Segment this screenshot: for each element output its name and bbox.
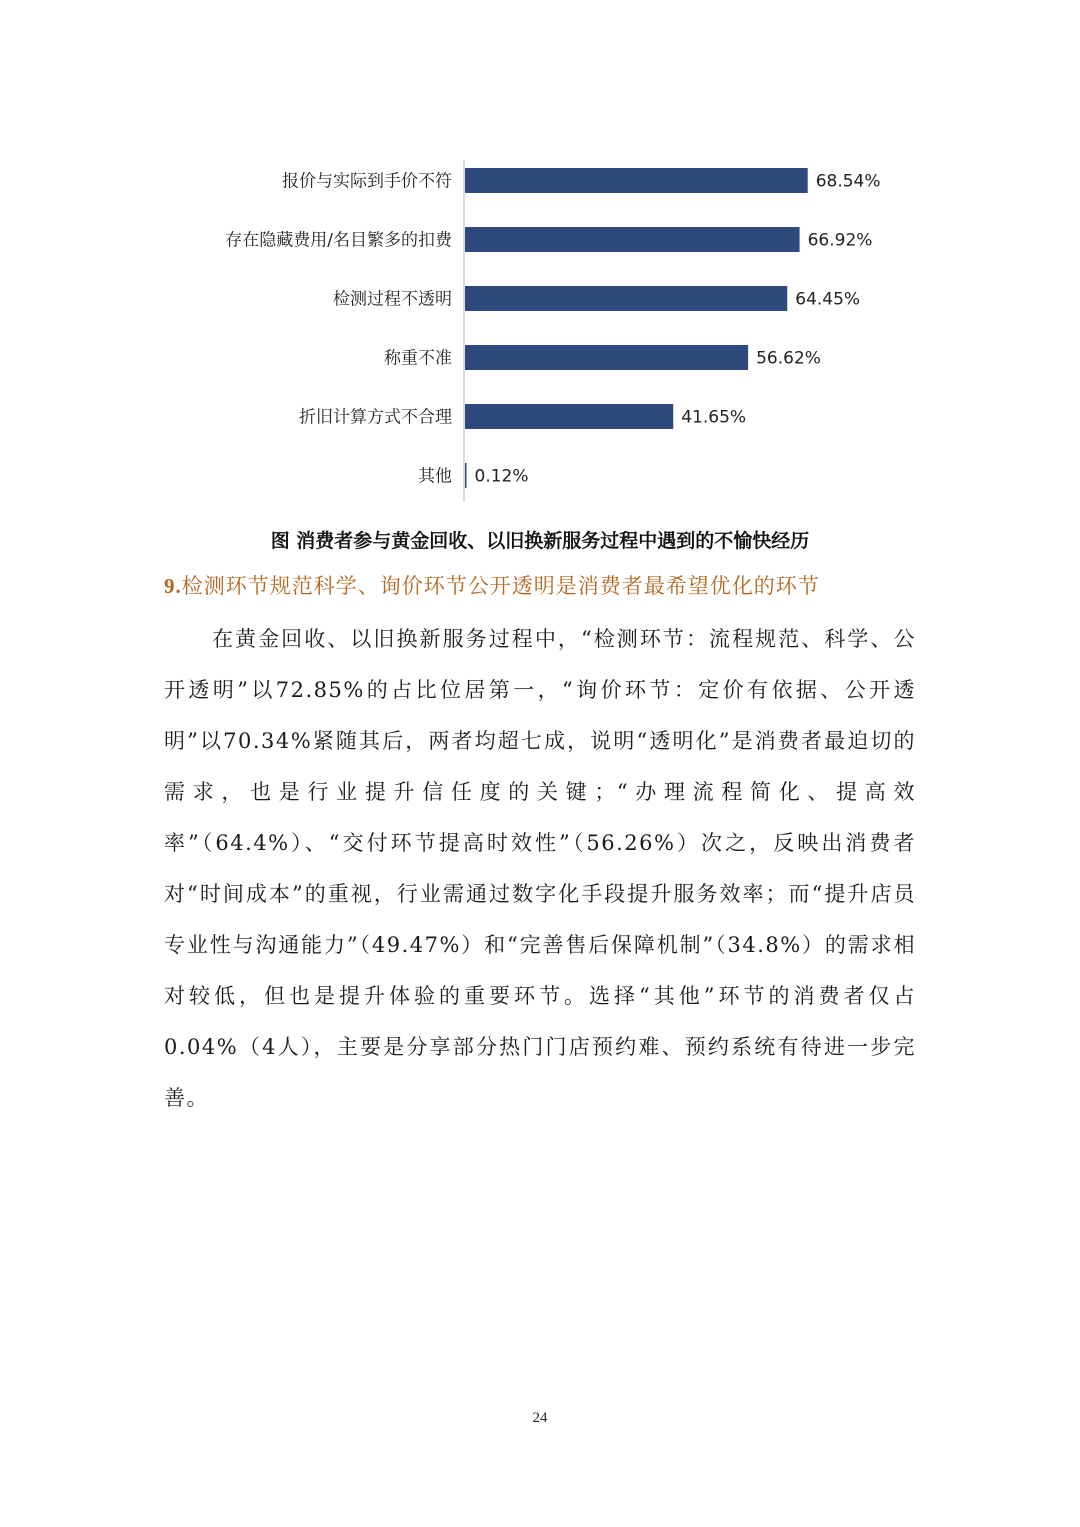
section-number: 9. xyxy=(164,574,182,598)
bar xyxy=(465,168,808,193)
data-label: 64.45% xyxy=(795,289,861,310)
category-label: 检测过程不透明 xyxy=(333,289,452,310)
data-label: 41.65% xyxy=(681,407,747,428)
bar xyxy=(465,286,787,311)
category-label: 折旧计算方式不合理 xyxy=(299,407,452,428)
bar xyxy=(465,404,673,429)
page-number: 24 xyxy=(532,1410,548,1426)
category-label: 存在隐藏费用/名目繁多的扣费 xyxy=(225,230,452,251)
body-paragraph: 在黄金回收、以旧换新服务过程中，“检测环节：流程规范、科学、公开透明”以72.85%的占比位居第一，“询价环节：定价有依据、公开透明”以70.34%紧随其后，两者均超七成，说明“透明化”是消费者最迫切的需求，也是行业提升信任度的关键；“办理流程简化、提高效率”（64.4%）、“交付环节提高时效性”（56.26%）次之，反映出消费者对“时间成本”的重视，行业需通过数字化手段提升服务效率；而“提升店员专业性与沟通能力”（49.47%）和“完善售后保障机制”（34.8%）的需求相对较低，但也是提升体验的重要环节。选择“其他”环节的消费者仅占0.04%（4人），主要是分享部分热门门店预约难、预约系统有待进一步完善。 xyxy=(164,627,916,1110)
category-label: 其他 xyxy=(418,466,452,487)
section-title: 检测环节规范科学、询价环节公开透明是消费者最希望优化的环节 xyxy=(181,574,820,598)
bar xyxy=(465,227,800,252)
category-label: 报价与实际到手价不符 xyxy=(282,171,452,192)
category-label: 称重不准 xyxy=(384,348,452,369)
bar xyxy=(465,345,748,370)
bar xyxy=(465,463,467,488)
figure-caption: 图 消费者参与黄金回收、以旧换新服务过程中遇到的不愉快经历 xyxy=(270,530,810,552)
data-label: 0.12% xyxy=(474,466,529,487)
section-heading xyxy=(164,570,924,600)
data-label: 68.54% xyxy=(815,171,881,192)
data-label: 66.92% xyxy=(807,230,873,251)
data-label: 56.62% xyxy=(756,348,821,369)
bar-chart-svg xyxy=(0,150,1080,510)
bar-chart xyxy=(0,150,1080,510)
